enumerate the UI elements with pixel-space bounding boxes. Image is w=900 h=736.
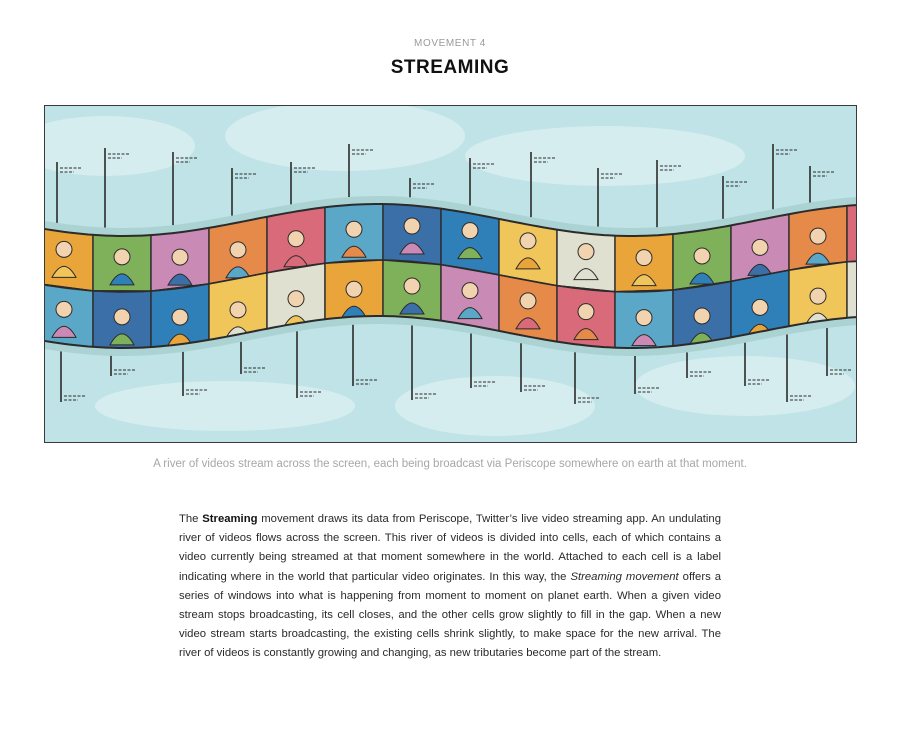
streaming-movement-italic: Streaming movement: [570, 570, 679, 583]
text-run: The: [179, 513, 203, 525]
text-run: movement draws its data from Periscope, Twitter’s live video streaming app. An undulating river of videos flows across the screen. This river of videos is divided into cells, each of which contains a video currently being streamed at that moment somewhere in the world. Attached to each cell is a label indicating where in the world that particular video originates. In this way, the: [179, 513, 721, 583]
video-cell: [45, 283, 93, 351]
figure-head: [230, 242, 246, 258]
figure-head: [694, 308, 710, 324]
figure-head: [810, 228, 826, 244]
figure-head: [810, 288, 826, 304]
figure-head: [230, 302, 246, 318]
figure-head: [520, 233, 536, 249]
video-cell: [847, 260, 857, 321]
wash-blot: [95, 381, 355, 431]
movement-number: MOVEMENT 4: [414, 38, 486, 49]
figure-caption: A river of videos stream across the screen, each being broadcast via Periscope somewhere on earth at that moment.: [153, 458, 747, 470]
figure-head: [694, 248, 710, 264]
streaming-illustration: [44, 105, 857, 443]
figure-head: [462, 283, 478, 299]
description-paragraph: [179, 510, 721, 664]
figure-head: [462, 223, 478, 239]
wash-blot: [465, 126, 745, 186]
figure-head: [404, 218, 420, 234]
wash-blot: [395, 376, 595, 436]
text-run: offers a series of windows into what is happening from moment to moment on planet earth. When a given video stream stops broadcasting, its cell closes, and the other cells grow slightly to fill in the gap. When a new video stream starts broadcasting, the existing cells shrink slightly, to make space for the new arrival. The river of videos is constantly growing and changing, as new tributaries become part of the stream.: [179, 570, 722, 660]
figure-head: [172, 309, 188, 325]
figure-head: [636, 310, 652, 326]
figure-head: [346, 281, 362, 297]
video-cell: [847, 200, 857, 261]
figure-head: [752, 299, 768, 315]
figure-head: [404, 278, 420, 294]
page-title: STREAMING: [390, 57, 510, 78]
figure-head: [288, 231, 304, 247]
figure-head: [578, 244, 594, 260]
figure-head: [114, 309, 130, 325]
figure-head: [752, 239, 768, 255]
figure-head: [172, 249, 188, 265]
figure-head: [578, 304, 594, 320]
figure-head: [114, 249, 130, 265]
streaming-emphasis: Streaming: [202, 513, 258, 525]
figure-head: [520, 293, 536, 309]
figure-head: [636, 250, 652, 266]
figure-head: [288, 291, 304, 307]
figure-head: [56, 241, 72, 257]
figure-head: [56, 301, 72, 317]
figure-head: [346, 221, 362, 237]
